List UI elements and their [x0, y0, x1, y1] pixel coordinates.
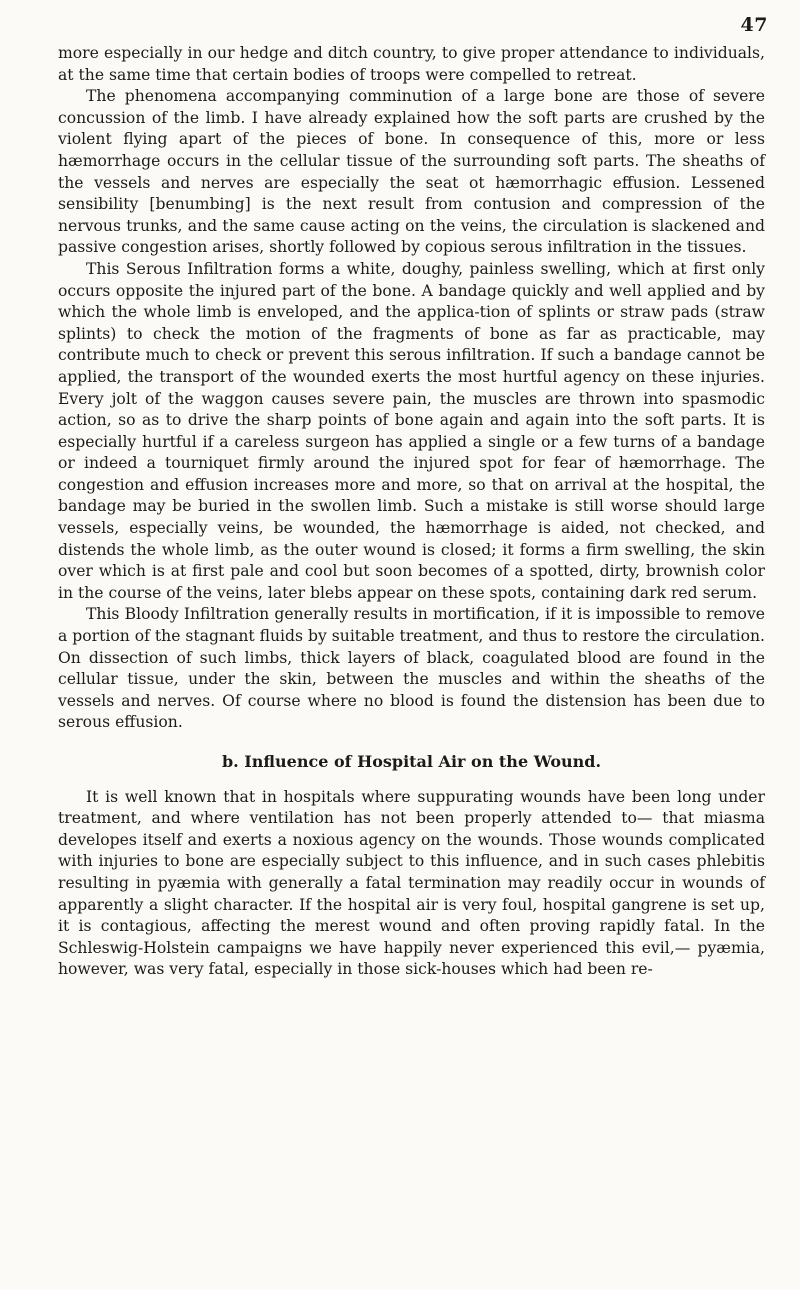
paragraph-continuation: more especially in our hedge and ditch country, to give proper attendance to individuals, at the same time that certain bodies of troops were compelled to retreat.: [58, 44, 765, 84]
paragraph-hospital-air: It is well known that in hospitals where suppurating wounds have been long under treatment, and where ventilation has not been properly attended to— that miasma developes itself and exerts a noxious agency on the wounds. Those wounds complicated with injuries to bone are especially subject to this influence, and in such cases phlebitis resulting in pyæmia with generally a fatal termination may readily occur in wounds of apparently a slight character. If the hospital air is very foul, hospital gangrene is set up, it is contagious, affecting the merest wound and often proving rapidly fatal. In the Schleswig-Holstein campaigns we have happily never experienced this evil,— pyæmia, however, was very fatal, especially in those sick-houses which had been re-: [58, 787, 765, 979]
paragraph-serous-infiltration: This Serous Infiltration forms a white, doughy, painless swelling, which at first only occurs opposite the injured part of the bone. A bandage quickly and well applied and by which the whole limb is enveloped, and the applica-tion of splints or straw pads (straw splints) to check the motion of the fragments of bone as far as practicable, may contribute much to check or prevent this serous infiltration. If such a bandage cannot be applied, the transport of the wounded exerts the most hurtful agency on these injuries. Every jolt of the waggon causes severe pain, the muscles are thrown into spasmodic action, so as to drive the sharp points of bone again and again into the soft parts. It is especially hurtful if a careless surgeon has applied a single or a few turns of a bandage or indeed a tourniquet firmly around the injured spot for fear of hæmorrhage. The congestion and effusion increases more and more, so that on arrival at the hospital, the bandage may be buried in the swollen limb. Such a mistake is still worse should large vessels, especially veins, be wounded, the hæmorrhage is aided, not checked, and distends the whole limb, as the outer wound is closed; it forms a firm swelling, the skin over which is at first pale and cool but soon becomes of a spotted, dirty, brownish color in the course of the veins, later blebs appear on these spots, containing dark red serum.: [58, 259, 765, 602]
page-number: 47: [740, 14, 768, 36]
body-text: [58, 43, 765, 981]
paragraph-bloody-infiltration: This Bloody Infiltration generally results in mortification, if it is impossible to remove a portion of the stagnant fluids by suitable treatment, and thus to restore the circulation. On dissection of such limbs, thick layers of black, coagulated blood are found in the cellular tissue, under the skin, between the muscles and within the sheaths of the vessels and nerves. Of course where no blood is found the distension has been due to serous effusion.: [58, 605, 765, 732]
paragraph-comminution: The phenomena accompanying comminution of a large bone are those of severe concussion of the limb. I have already explained how the soft parts are crushed by the violent flying apart of the pieces of bone. In consequence of this, more or less hæmorrhage occurs in the cellular tissue of the surrounding soft parts. The sheaths of the vessels and nerves are especially the seat ot hæmorrhagic effusion. Lessened sensibility [benumbing] is the next result from contusion and compression of the nervous trunks, and the same cause acting on the veins, the circulation is slackened and passive congestion arises, shortly followed by copious serous infiltration in the tissues.: [58, 87, 765, 257]
section-heading: b. Influence of Hospital Air on the Wound.: [221, 752, 602, 771]
